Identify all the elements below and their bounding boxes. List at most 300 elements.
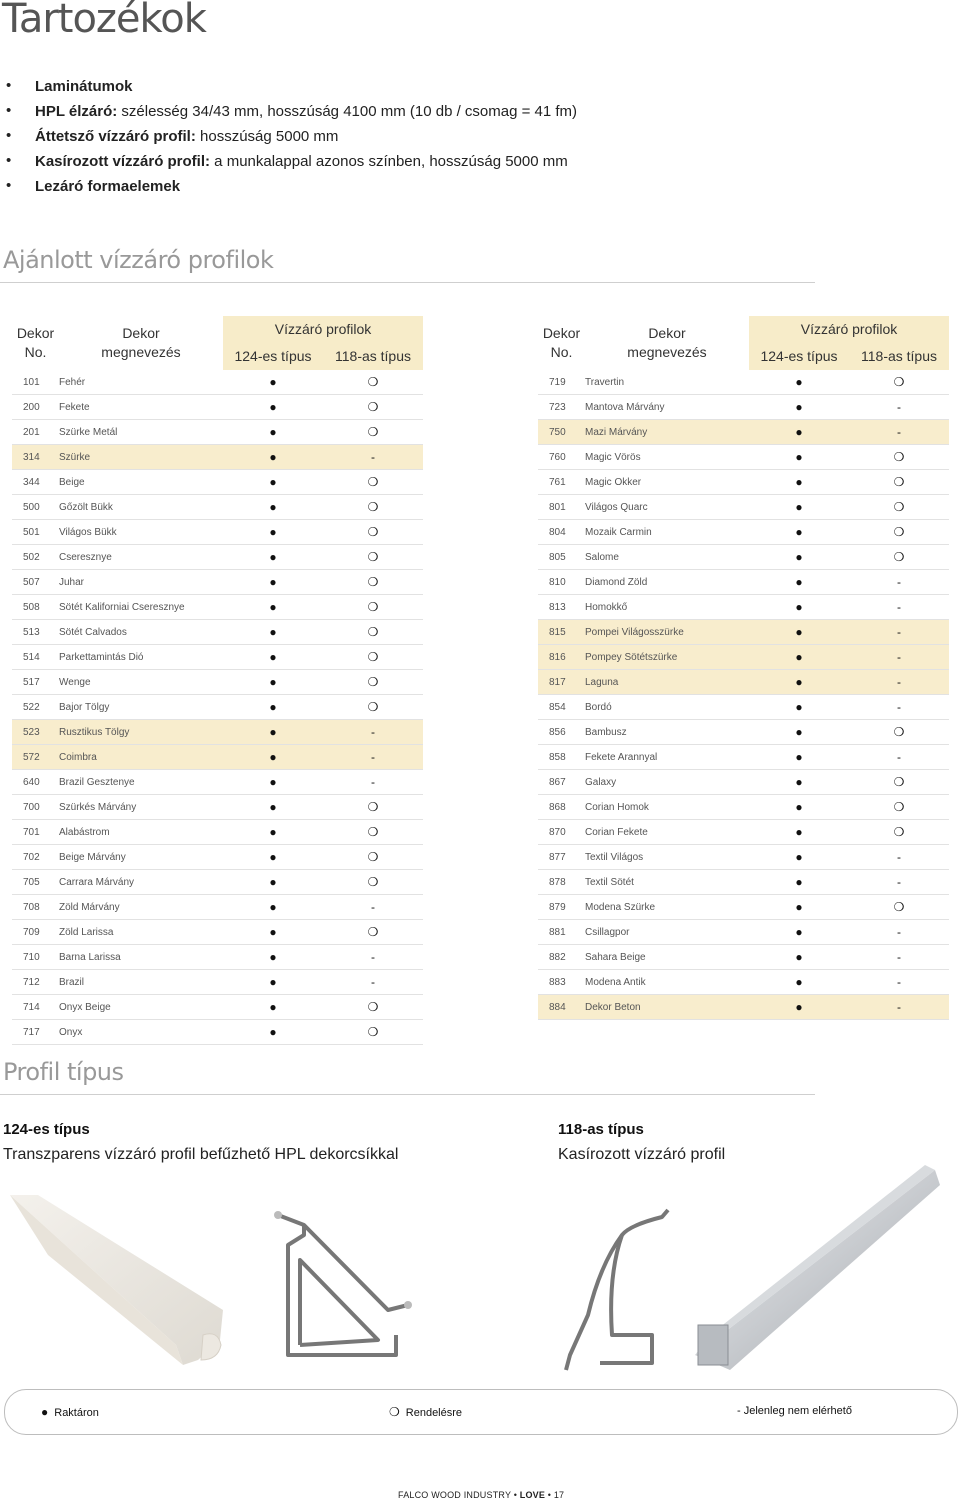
type-124-availability: ● [749, 945, 849, 970]
decor-number: 884 [538, 995, 585, 1020]
decor-name: Mantova Márvány [585, 395, 749, 420]
feature-bold: Kasírozott vízzáró profil: [35, 153, 211, 170]
decor-number: 760 [538, 445, 585, 470]
type-118-availability: ❍ [849, 895, 949, 920]
header-decor-name: Dekor megnevezés [627, 325, 707, 360]
type-118-availability: - [849, 645, 949, 670]
decor-number: 810 [538, 570, 585, 595]
table-row [12, 770, 423, 795]
decor-name: Magic Vörös [585, 445, 749, 470]
type-124-availability: ● [223, 645, 323, 670]
decor-name: Textil Világos [585, 845, 749, 870]
type-124-availability: ● [749, 895, 849, 920]
decor-number: 719 [538, 370, 585, 395]
page-number: 17 [553, 1490, 565, 1500]
type-118-availability: - [849, 570, 949, 595]
header-type-124: 124-es típus [223, 342, 323, 370]
type-124-availability: ● [223, 595, 323, 620]
type-118-availability: ❍ [323, 395, 423, 420]
legend-label: Rendelésre [405, 1407, 463, 1419]
decor-name: Szürke [59, 445, 223, 470]
type-124-availability: ● [223, 820, 323, 845]
decor-number: 712 [12, 970, 59, 995]
decor-name: Beige [59, 470, 223, 495]
table-row [12, 945, 423, 970]
type-124-availability: ● [749, 770, 849, 795]
type-124-availability: ● [749, 845, 849, 870]
table-row [12, 870, 423, 895]
decor-name: Bajor Tölgy [59, 695, 223, 720]
decor-number: 870 [538, 820, 585, 845]
table-row [538, 370, 949, 395]
legend-on-order [389, 1405, 462, 1419]
type-118-availability: ❍ [323, 495, 423, 520]
decor-name: Brazil Gesztenye [59, 770, 223, 795]
type-118-availability: ❍ [849, 520, 949, 545]
decor-number: 717 [12, 1020, 59, 1045]
type-124-availability: ● [749, 520, 849, 545]
type-118-availability: - [849, 945, 949, 970]
table-row [12, 570, 423, 595]
decor-name: Bordó [585, 695, 749, 720]
legend [4, 1389, 958, 1435]
type-118-availability: ❍ [323, 370, 423, 395]
type-124-availability: ● [749, 645, 849, 670]
type-118-availability: ❍ [849, 820, 949, 845]
decor-number: 517 [12, 670, 59, 695]
type-124-availability: ● [223, 445, 323, 470]
type-118-availability: - [323, 895, 423, 920]
decor-name: Barna Larissa [59, 945, 223, 970]
type-124-availability: ● [223, 695, 323, 720]
feature-bold: Laminátumok [35, 78, 133, 95]
table-row [538, 995, 949, 1020]
type-118-availability: ❍ [323, 570, 423, 595]
table-row [12, 470, 423, 495]
decor-name: Világos Bükk [59, 520, 223, 545]
table-row [12, 970, 423, 995]
table-row [12, 995, 423, 1020]
decor-number: 200 [12, 395, 59, 420]
decor-name: Modena Antik [585, 970, 749, 995]
type-118-availability: - [323, 945, 423, 970]
decor-number: 878 [538, 870, 585, 895]
feature-bold: Lezáró formaelemek [35, 178, 181, 195]
profile-124-title: 124-es típus [3, 1121, 90, 1138]
decor-name: Beige Márvány [59, 845, 223, 870]
type-118-availability: - [849, 670, 949, 695]
type-118-availability: ❍ [849, 795, 949, 820]
table-row [538, 420, 949, 445]
feature-item [6, 153, 577, 178]
table-row [12, 920, 423, 945]
decor-name: Rusztikus Tölgy [59, 720, 223, 745]
type-118-availability: - [849, 995, 949, 1020]
decor-name: Cseresznye [59, 545, 223, 570]
profile-118-cross-section [560, 1205, 675, 1380]
table-row [538, 395, 949, 420]
decor-name: Sötét Calvados [59, 620, 223, 645]
table-row [12, 845, 423, 870]
decor-number: 879 [538, 895, 585, 920]
feature-text: a munkalappal azonos színben, hosszúság 5000 mm [210, 153, 568, 170]
table-row [12, 595, 423, 620]
decor-number: 500 [12, 495, 59, 520]
type-118-availability: ❍ [323, 670, 423, 695]
type-118-availability: - [849, 395, 949, 420]
decor-number: 710 [12, 945, 59, 970]
table-row [538, 495, 949, 520]
type-124-availability: ● [749, 395, 849, 420]
decor-number: 750 [538, 420, 585, 445]
decor-name: Sahara Beige [585, 945, 749, 970]
decor-name: Corian Homok [585, 795, 749, 820]
table-row [538, 895, 949, 920]
feature-bold: Áttetsző vízzáró profil: [35, 128, 196, 145]
type-124-availability: ● [223, 395, 323, 420]
decor-number: 805 [538, 545, 585, 570]
decor-name: Travertin [585, 370, 749, 395]
table-row [538, 520, 949, 545]
table-row [12, 645, 423, 670]
type-124-availability: ● [223, 720, 323, 745]
decor-name: Világos Quarc [585, 495, 749, 520]
decor-number: 813 [538, 595, 585, 620]
feature-list [6, 78, 577, 203]
table-row [538, 445, 949, 470]
header-type-118: 118-as típus [849, 342, 949, 370]
hollow-circle-icon: ❍ [389, 1405, 400, 1419]
decor-number: 702 [12, 845, 59, 870]
type-118-availability: ❍ [849, 445, 949, 470]
table-row [538, 720, 949, 745]
table-row [538, 645, 949, 670]
table-row [12, 395, 423, 420]
type-118-availability: ❍ [849, 770, 949, 795]
decor-number: 344 [12, 470, 59, 495]
type-118-availability: ❍ [323, 695, 423, 720]
decor-number: 101 [12, 370, 59, 395]
decor-number: 761 [538, 470, 585, 495]
profile-124-description: Transzparens vízzáró profil befűzhető HPL dekorcsíkkal [3, 1146, 399, 1163]
decor-number: 881 [538, 920, 585, 945]
type-118-availability: - [323, 720, 423, 745]
type-118-availability: ❍ [323, 645, 423, 670]
feature-item [6, 128, 577, 153]
table-row [538, 945, 949, 970]
decor-name: Alabástrom [59, 820, 223, 845]
profile-118-title: 118-as típus [558, 1121, 644, 1138]
type-118-availability: - [849, 595, 949, 620]
decor-number: 804 [538, 520, 585, 545]
decor-name: Pompei Világosszürke [585, 620, 749, 645]
type-118-availability: ❍ [323, 845, 423, 870]
decor-name: Szürkés Márvány [59, 795, 223, 820]
header-group: Vízzáró profilok [223, 316, 423, 342]
type-118-availability: ❍ [323, 1020, 423, 1045]
table-row [12, 495, 423, 520]
type-118-availability: ❍ [849, 545, 949, 570]
section-title-profile: Profil típus [3, 1058, 124, 1086]
type-124-availability: ● [223, 620, 323, 645]
header-decor-no: Dekor No. [542, 325, 581, 360]
section-title-recommended: Ajánlott vízzáró profilok [3, 246, 274, 274]
type-118-availability: - [849, 420, 949, 445]
type-118-availability: - [323, 970, 423, 995]
footer-brand: LOVE [519, 1490, 546, 1500]
type-124-availability: ● [749, 995, 849, 1020]
table-row [12, 745, 423, 770]
decor-name: Magic Okker [585, 470, 749, 495]
decor-name: Bambusz [585, 720, 749, 745]
type-124-availability: ● [223, 370, 323, 395]
decor-name: Mazi Márvány [585, 420, 749, 445]
legend-not-available: - Jelenleg nem elérhető [737, 1405, 852, 1417]
feature-item [6, 178, 577, 203]
table-row [538, 795, 949, 820]
decor-name: Parkettamintás Dió [59, 645, 223, 670]
decor-number: 201 [12, 420, 59, 445]
decor-name: Juhar [59, 570, 223, 595]
type-124-availability: ● [749, 545, 849, 570]
section-divider [0, 1094, 815, 1095]
type-118-availability: - [849, 745, 949, 770]
decor-number: 572 [12, 745, 59, 770]
type-118-availability: ❍ [323, 620, 423, 645]
table-row [538, 570, 949, 595]
type-124-availability: ● [749, 495, 849, 520]
header-group: Vízzáró profilok [749, 316, 949, 342]
decor-name: Fekete Arannyal [585, 745, 749, 770]
table-row [538, 970, 949, 995]
type-124-availability: ● [223, 945, 323, 970]
decor-number: 501 [12, 520, 59, 545]
type-124-availability: ● [749, 370, 849, 395]
decor-name: Fekete [59, 395, 223, 420]
legend-label: Raktáron [54, 1407, 99, 1419]
type-124-availability: ● [223, 920, 323, 945]
section-divider [0, 282, 815, 283]
type-118-availability: ❍ [323, 520, 423, 545]
decor-name: Textil Sötét [585, 870, 749, 895]
decor-number: 816 [538, 645, 585, 670]
type-118-availability: ❍ [849, 470, 949, 495]
type-124-availability: ● [223, 995, 323, 1020]
decor-name: Corian Fekete [585, 820, 749, 845]
feature-bold: HPL élzáró: [35, 103, 118, 120]
type-118-availability: ❍ [849, 495, 949, 520]
type-118-availability: - [323, 445, 423, 470]
decor-number: 883 [538, 970, 585, 995]
type-124-availability: ● [223, 770, 323, 795]
type-118-availability: ❍ [323, 920, 423, 945]
filled-circle-icon: ● [41, 1405, 49, 1419]
type-118-availability: - [323, 745, 423, 770]
table-row [12, 695, 423, 720]
decor-name: Szürke Metál [59, 420, 223, 445]
decor-name: Coimbra [59, 745, 223, 770]
decor-name: Zöld Larissa [59, 920, 223, 945]
type-124-availability: ● [223, 520, 323, 545]
decor-number: 877 [538, 845, 585, 870]
decor-number: 854 [538, 695, 585, 720]
feature-item [6, 78, 577, 103]
profile-118-description: Kasírozott vízzáró profil [558, 1146, 726, 1163]
feature-item [6, 103, 577, 128]
type-124-availability: ● [223, 420, 323, 445]
type-118-availability: ❍ [323, 595, 423, 620]
table-row [12, 670, 423, 695]
decor-table-right [538, 316, 949, 1020]
table-row [12, 445, 423, 470]
type-124-availability: ● [223, 495, 323, 520]
legend-in-stock [41, 1405, 99, 1419]
type-118-availability: ❍ [323, 870, 423, 895]
decor-name: Fehér [59, 370, 223, 395]
decor-name: Brazil [59, 970, 223, 995]
type-124-availability: ● [223, 795, 323, 820]
type-118-availability: - [849, 695, 949, 720]
decor-name: Gőzölt Bükk [59, 495, 223, 520]
type-124-availability: ● [223, 1020, 323, 1045]
decor-number: 508 [12, 595, 59, 620]
decor-number: 867 [538, 770, 585, 795]
header-decor-name: Dekor megnevezés [101, 325, 181, 360]
laminated-profile-image [690, 1165, 940, 1380]
table-row [12, 820, 423, 845]
decor-name: Sötét Kaliforniai Cseresznye [59, 595, 223, 620]
decor-number: 815 [538, 620, 585, 645]
table-row [538, 870, 949, 895]
decor-number: 701 [12, 820, 59, 845]
type-124-availability: ● [749, 720, 849, 745]
decor-number: 514 [12, 645, 59, 670]
table-row [12, 545, 423, 570]
decor-name: Modena Szürke [585, 895, 749, 920]
type-124-availability: ● [749, 820, 849, 845]
decor-name: Salome [585, 545, 749, 570]
type-124-availability: ● [223, 670, 323, 695]
profile-124-cross-section [270, 1205, 415, 1375]
decor-number: 314 [12, 445, 59, 470]
table-row [538, 770, 949, 795]
decor-number: 882 [538, 945, 585, 970]
table-row [538, 670, 949, 695]
table-row [538, 695, 949, 720]
type-124-availability: ● [223, 745, 323, 770]
page-footer [398, 1490, 564, 1500]
decor-name: Galaxy [585, 770, 749, 795]
type-124-availability: ● [749, 470, 849, 495]
table-row [538, 620, 949, 645]
decor-number: 700 [12, 795, 59, 820]
footer-company: FALCO WOOD INDUSTRY [398, 1490, 511, 1500]
type-124-availability: ● [749, 745, 849, 770]
table-row [538, 595, 949, 620]
decor-number: 709 [12, 920, 59, 945]
decor-number: 507 [12, 570, 59, 595]
decor-number: 502 [12, 545, 59, 570]
decor-name: Mozaik Carmin [585, 520, 749, 545]
type-118-availability: ❍ [323, 820, 423, 845]
decor-number: 801 [538, 495, 585, 520]
header-type-124: 124-es típus [749, 342, 849, 370]
decor-name: Onyx Beige [59, 995, 223, 1020]
type-118-availability: - [849, 870, 949, 895]
type-124-availability: ● [749, 870, 849, 895]
type-118-availability: - [323, 770, 423, 795]
decor-name: Homokkő [585, 595, 749, 620]
decor-number: 723 [538, 395, 585, 420]
decor-name: Onyx [59, 1020, 223, 1045]
type-118-availability: ❍ [323, 545, 423, 570]
decor-number: 705 [12, 870, 59, 895]
type-124-availability: ● [749, 670, 849, 695]
table-row [538, 820, 949, 845]
decor-number: 714 [12, 995, 59, 1020]
table-row [538, 920, 949, 945]
type-118-availability: ❍ [323, 995, 423, 1020]
type-118-availability: ❍ [849, 370, 949, 395]
type-124-availability: ● [749, 445, 849, 470]
header-decor-no: Dekor No. [16, 325, 55, 360]
decor-number: 856 [538, 720, 585, 745]
type-124-availability: ● [749, 695, 849, 720]
decor-number: 522 [12, 695, 59, 720]
decor-name: Wenge [59, 670, 223, 695]
decor-name: Zöld Márvány [59, 895, 223, 920]
decor-number: 868 [538, 795, 585, 820]
type-124-availability: ● [223, 895, 323, 920]
table-row [538, 745, 949, 770]
type-118-availability: ❍ [323, 795, 423, 820]
feature-text: hosszúság 5000 mm [195, 128, 339, 145]
decor-name: Diamond Zöld [585, 570, 749, 595]
decor-name: Dekor Beton [585, 995, 749, 1020]
type-124-availability: ● [223, 845, 323, 870]
type-118-availability: - [849, 920, 949, 945]
table-row [12, 420, 423, 445]
page-title: Tartozékok [2, 0, 206, 42]
table-row [12, 795, 423, 820]
transparent-profile-image [8, 1195, 233, 1370]
type-124-availability: ● [223, 970, 323, 995]
decor-number: 858 [538, 745, 585, 770]
decor-number: 817 [538, 670, 585, 695]
table-row [12, 1020, 423, 1045]
feature-text: szélesség 34/43 mm, hosszúság 4100 mm (10 db / csomag = 41 fm) [117, 103, 578, 120]
type-118-availability: ❍ [323, 470, 423, 495]
table-row [12, 370, 423, 395]
table-row [538, 545, 949, 570]
type-124-availability: ● [749, 920, 849, 945]
type-118-availability: ❍ [323, 420, 423, 445]
type-124-availability: ● [749, 970, 849, 995]
type-118-availability: - [849, 845, 949, 870]
decor-name: Carrara Márvány [59, 870, 223, 895]
table-row [538, 845, 949, 870]
decor-number: 708 [12, 895, 59, 920]
type-124-availability: ● [223, 570, 323, 595]
decor-number: 523 [12, 720, 59, 745]
type-124-availability: ● [749, 795, 849, 820]
decor-name: Laguna [585, 670, 749, 695]
type-124-availability: ● [749, 595, 849, 620]
type-124-availability: ● [223, 870, 323, 895]
table-row [538, 470, 949, 495]
decor-number: 513 [12, 620, 59, 645]
type-124-availability: ● [223, 545, 323, 570]
